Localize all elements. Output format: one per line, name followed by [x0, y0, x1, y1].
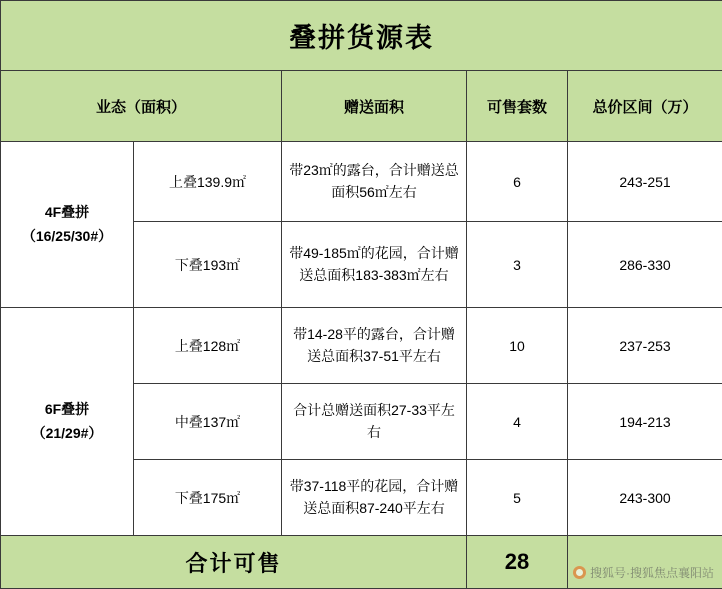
group-label-4f — [1, 142, 134, 308]
gift-area: 带14-28平的露台，合计赠送总面积37-51平左右 — [282, 308, 467, 384]
total-empty-cell — [568, 536, 722, 589]
unit-type: 上叠139.9㎡ — [134, 142, 282, 222]
price-range: 286-330 — [568, 222, 722, 308]
gift-area: 带23㎡的露台，合计赠送总面积56㎡左右 — [282, 142, 467, 222]
column-header-type: 业态（面积） — [1, 71, 282, 142]
group-label-line1: 6F叠拼 — [7, 398, 127, 422]
price-range: 237-253 — [568, 308, 722, 384]
column-header-price-range: 总价区间（万） — [568, 71, 722, 142]
column-header-available-units: 可售套数 — [467, 71, 568, 142]
table-title-row — [1, 1, 722, 71]
unit-type: 中叠137㎡ — [134, 384, 282, 460]
unit-type: 下叠193㎡ — [134, 222, 282, 308]
group-label-line2: （21/29#） — [7, 422, 127, 446]
price-range: 243-251 — [568, 142, 722, 222]
table-row — [1, 308, 722, 384]
group-label-line2: （16/25/30#） — [7, 225, 127, 249]
price-range: 243-300 — [568, 460, 722, 536]
unit-type: 上叠128㎡ — [134, 308, 282, 384]
table-header-row — [1, 71, 722, 142]
available-units: 5 — [467, 460, 568, 536]
group-label-line1: 4F叠拼 — [7, 201, 127, 225]
total-units: 28 — [467, 536, 568, 589]
available-units: 4 — [467, 384, 568, 460]
available-units: 6 — [467, 142, 568, 222]
column-header-gift-area: 赠送面积 — [282, 71, 467, 142]
watermark-text: 搜狐号·搜狐焦点襄阳站 — [590, 564, 714, 581]
gift-area: 合计总赠送面积27-33平左右 — [282, 384, 467, 460]
gift-area: 带49-185㎡的花园，合计赠送总面积183-383㎡左右 — [282, 222, 467, 308]
available-units: 10 — [467, 308, 568, 384]
group-label-6f — [1, 308, 134, 536]
price-range: 194-213 — [568, 384, 722, 460]
page-title: 叠拼货源表 — [1, 1, 722, 71]
table-row — [1, 142, 722, 222]
available-units: 3 — [467, 222, 568, 308]
unit-type: 下叠175㎡ — [134, 460, 282, 536]
gift-area: 带37-118平的花园，合计赠送总面积87-240平左右 — [282, 460, 467, 536]
total-label: 合计可售 — [1, 536, 467, 589]
table-total-row — [1, 536, 722, 589]
